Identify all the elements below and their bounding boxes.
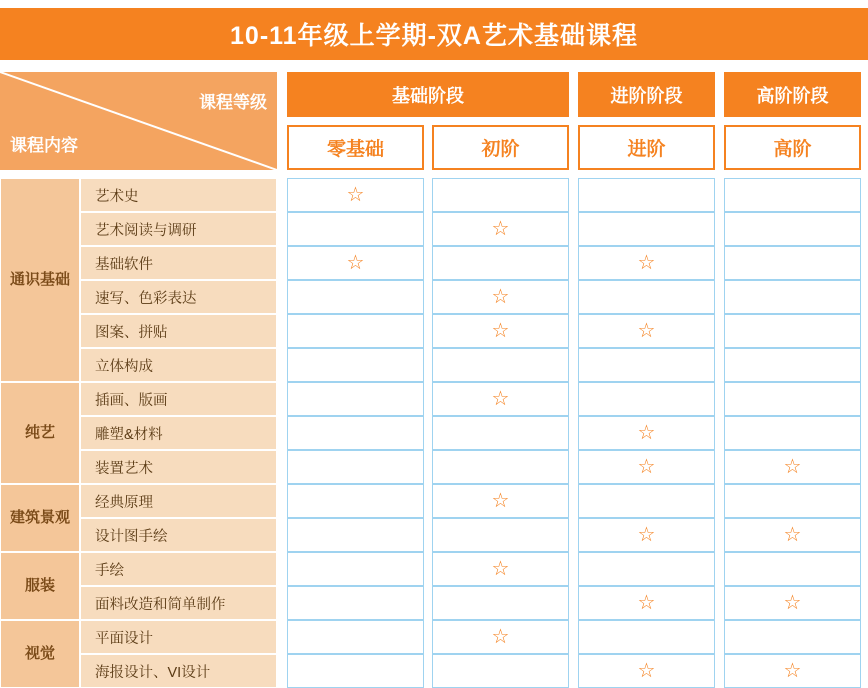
star-icon: ☆ <box>637 456 656 478</box>
mark-cell[interactable] <box>287 280 424 314</box>
mark-cell[interactable] <box>578 416 715 450</box>
mark-cell[interactable] <box>287 620 424 654</box>
mark-cell[interactable] <box>724 178 861 212</box>
course-name-cell: 插画、版画 <box>80 382 277 416</box>
page-title: 10-11年级上学期-双A艺术基础课程 <box>230 22 638 50</box>
mark-cell[interactable] <box>578 586 715 620</box>
course-name-cell: 面料改造和简单制作 <box>80 586 277 620</box>
star-icon: ☆ <box>637 524 656 546</box>
mark-cell[interactable] <box>432 382 569 416</box>
star-icon: ☆ <box>346 184 365 206</box>
course-name-cell: 海报设计、VI设计 <box>80 654 277 688</box>
mark-cell[interactable] <box>724 654 861 688</box>
mark-cell[interactable] <box>432 518 569 552</box>
stage-header-1: 基础阶段 <box>287 72 569 117</box>
stage-header-2: 进阶阶段 <box>578 72 715 117</box>
star-icon: ☆ <box>637 422 656 444</box>
mark-cell[interactable] <box>724 450 861 484</box>
mark-cell[interactable] <box>578 280 715 314</box>
mark-cell[interactable] <box>578 518 715 552</box>
mark-cell[interactable] <box>724 620 861 654</box>
axis-top-label: 课程等级 <box>199 93 267 112</box>
mark-cell[interactable] <box>287 552 424 586</box>
mark-cell[interactable] <box>287 348 424 382</box>
level-header-3: 进阶 <box>578 125 715 170</box>
star-icon: ☆ <box>346 252 365 274</box>
star-icon: ☆ <box>637 252 656 274</box>
mark-cell[interactable] <box>578 450 715 484</box>
mark-cell[interactable] <box>578 654 715 688</box>
mark-cell[interactable] <box>287 246 424 280</box>
mark-cell[interactable] <box>578 246 715 280</box>
mark-cell[interactable] <box>724 212 861 246</box>
course-name-cell: 经典原理 <box>80 484 277 518</box>
group-label-5: 视觉 <box>0 620 80 688</box>
group-label-1: 通识基础 <box>0 178 80 382</box>
mark-cell[interactable] <box>724 518 861 552</box>
mark-cell[interactable] <box>578 178 715 212</box>
level-header-1: 零基础 <box>287 125 424 170</box>
mark-cell[interactable] <box>287 382 424 416</box>
star-icon: ☆ <box>491 388 510 410</box>
course-name-cell: 图案、拼贴 <box>80 314 277 348</box>
star-icon: ☆ <box>783 592 802 614</box>
mark-cell[interactable] <box>578 552 715 586</box>
mark-cell[interactable] <box>724 484 861 518</box>
mark-cell[interactable] <box>432 246 569 280</box>
mark-cell[interactable] <box>432 620 569 654</box>
star-icon: ☆ <box>783 660 802 682</box>
group-label-4: 服装 <box>0 552 80 620</box>
mark-cell[interactable] <box>287 314 424 348</box>
course-name-cell: 雕塑&材料 <box>80 416 277 450</box>
mark-cell[interactable] <box>578 314 715 348</box>
mark-cell[interactable] <box>287 484 424 518</box>
star-icon: ☆ <box>491 626 510 648</box>
level-header-2: 初阶 <box>432 125 569 170</box>
table-body <box>0 178 868 682</box>
mark-cell[interactable] <box>724 382 861 416</box>
mark-cell[interactable] <box>287 212 424 246</box>
axis-corner-cell <box>0 72 277 170</box>
star-icon: ☆ <box>637 592 656 614</box>
star-icon: ☆ <box>491 320 510 342</box>
mark-cell[interactable] <box>724 416 861 450</box>
mark-cell[interactable] <box>724 314 861 348</box>
mark-cell[interactable] <box>578 484 715 518</box>
axis-bottom-label: 课程内容 <box>10 136 78 155</box>
course-name-cell: 速写、色彩表达 <box>80 280 277 314</box>
mark-cell[interactable] <box>432 552 569 586</box>
mark-cell[interactable] <box>432 416 569 450</box>
mark-cell[interactable] <box>432 450 569 484</box>
course-name-cell: 立体构成 <box>80 348 277 382</box>
stage-header-3: 高阶阶段 <box>724 72 861 117</box>
mark-cell[interactable] <box>432 280 569 314</box>
mark-cell[interactable] <box>287 178 424 212</box>
group-label-2: 纯艺 <box>0 382 80 484</box>
mark-cell[interactable] <box>578 348 715 382</box>
star-icon: ☆ <box>783 456 802 478</box>
mark-cell[interactable] <box>724 552 861 586</box>
mark-cell[interactable] <box>724 348 861 382</box>
course-name-cell: 手绘 <box>80 552 277 586</box>
table-header <box>0 72 868 170</box>
star-icon: ☆ <box>637 660 656 682</box>
group-label-3: 建筑景观 <box>0 484 80 552</box>
mark-cell[interactable] <box>432 314 569 348</box>
mark-cell[interactable] <box>287 518 424 552</box>
mark-cell[interactable] <box>578 382 715 416</box>
star-icon: ☆ <box>491 218 510 240</box>
course-name-cell: 基础软件 <box>80 246 277 280</box>
mark-cell[interactable] <box>724 280 861 314</box>
mark-cell[interactable] <box>432 586 569 620</box>
course-name-cell: 装置艺术 <box>80 450 277 484</box>
mark-cell[interactable] <box>578 212 715 246</box>
mark-cell[interactable] <box>432 178 569 212</box>
mark-cell[interactable] <box>287 450 424 484</box>
star-icon: ☆ <box>491 490 510 512</box>
mark-cell[interactable] <box>578 620 715 654</box>
level-header-4: 高阶 <box>724 125 861 170</box>
star-icon: ☆ <box>491 286 510 308</box>
course-name-cell: 艺术阅读与调研 <box>80 212 277 246</box>
course-name-cell: 设计图手绘 <box>80 518 277 552</box>
mark-cell[interactable] <box>287 416 424 450</box>
mark-cell[interactable] <box>432 348 569 382</box>
page-title-banner <box>0 8 868 60</box>
course-name-cell: 艺术史 <box>80 178 277 212</box>
star-icon: ☆ <box>783 524 802 546</box>
star-icon: ☆ <box>491 558 510 580</box>
course-name-cell: 平面设计 <box>80 620 277 654</box>
mark-cell[interactable] <box>287 654 424 688</box>
star-icon: ☆ <box>637 320 656 342</box>
mark-cell[interactable] <box>724 586 861 620</box>
mark-cell[interactable] <box>432 654 569 688</box>
mark-cell[interactable] <box>432 212 569 246</box>
mark-cell[interactable] <box>287 586 424 620</box>
mark-cell[interactable] <box>724 246 861 280</box>
mark-cell[interactable] <box>432 484 569 518</box>
